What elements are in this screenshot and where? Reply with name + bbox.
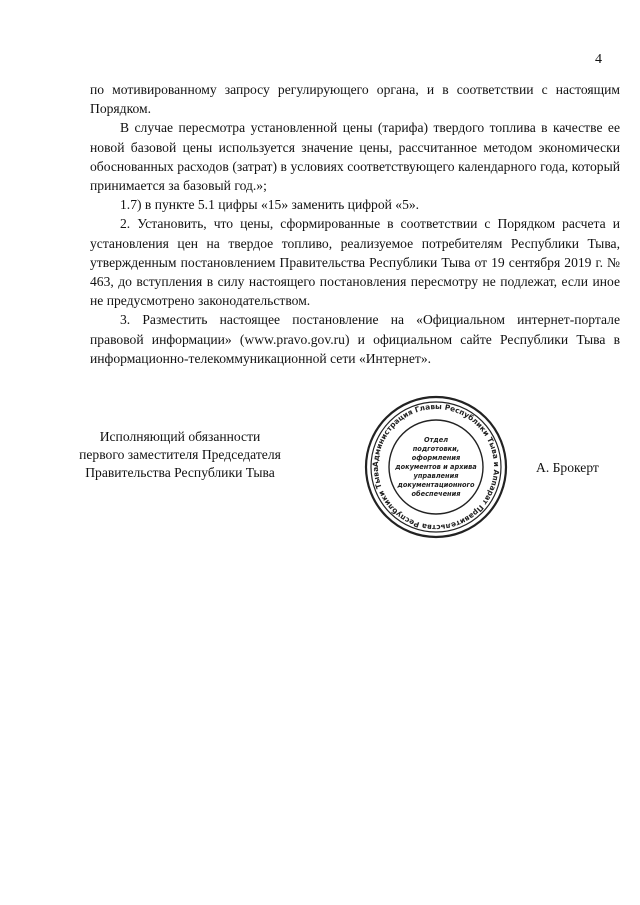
svg-text:управления: управления (413, 472, 459, 480)
position-line-1: Исполняющий обязанности (99, 429, 261, 444)
signatory-name: А. Брокерт (536, 460, 599, 475)
svg-text:документов и архива: документов и архива (395, 463, 477, 471)
svg-text:оформления: оформления (411, 454, 461, 462)
paragraph-item-2: 2. Установить, что цены, сформированные в соответствии с Порядком расчета и установления цен на твердое топливо, реализуемое потребителям Республики Тыва, утвержденным постановлением Правительства Республики Тыва от 19 сентября 2019 г. № 463, до вступления в силу настоящего постановления пересмотру не подлежат, если иное не предусмотрено законодательством. (90, 216, 620, 309)
paragraph-continuation: по мотивированному запросу регулирующего органа, и в соответствии с настоящим Порядком. (90, 82, 620, 117)
paragraph-item-3: 3. Разместить настоящее постановление на «Официальном интернет-портале правовой информации» (www.pravo.gov.ru) и официальном сайте Республики Тыва в информационно-телекоммуникационной сети «Интернет». (90, 312, 620, 366)
svg-text:обеспечения: обеспечения (411, 490, 461, 498)
page-number: 4 (595, 52, 602, 67)
document-body (90, 80, 620, 368)
stamp-ring-textpath: Администрация Главы Республики Тыва и Аппарат Правительства Республики Тыва (370, 401, 502, 533)
official-stamp (362, 393, 510, 541)
svg-text:документационного: документационного (397, 481, 475, 489)
svg-text:Отдел: Отдел (423, 436, 449, 444)
paragraph-price-revision: В случае пересмотра установленной цены (тарифа) твердого топлива в качестве ее новой базовой цены используется значение цены, рассчитанное методом экономически обоснованных расходов (затрат) в условиях соответствующего календарного года, который принимается за базовый год.»; (90, 120, 620, 194)
signatory-position (60, 428, 300, 482)
paragraph-item-1-7: 1.7) в пункте 5.1 цифры «15» заменить цифрой «5». (120, 197, 420, 213)
position-line-2: первого заместителя Председателя (79, 447, 281, 462)
stamp-center-text (394, 436, 477, 498)
svg-text:подготовки,: подготовки, (412, 445, 460, 453)
position-line-3: Правительства Республики Тыва (85, 465, 275, 480)
